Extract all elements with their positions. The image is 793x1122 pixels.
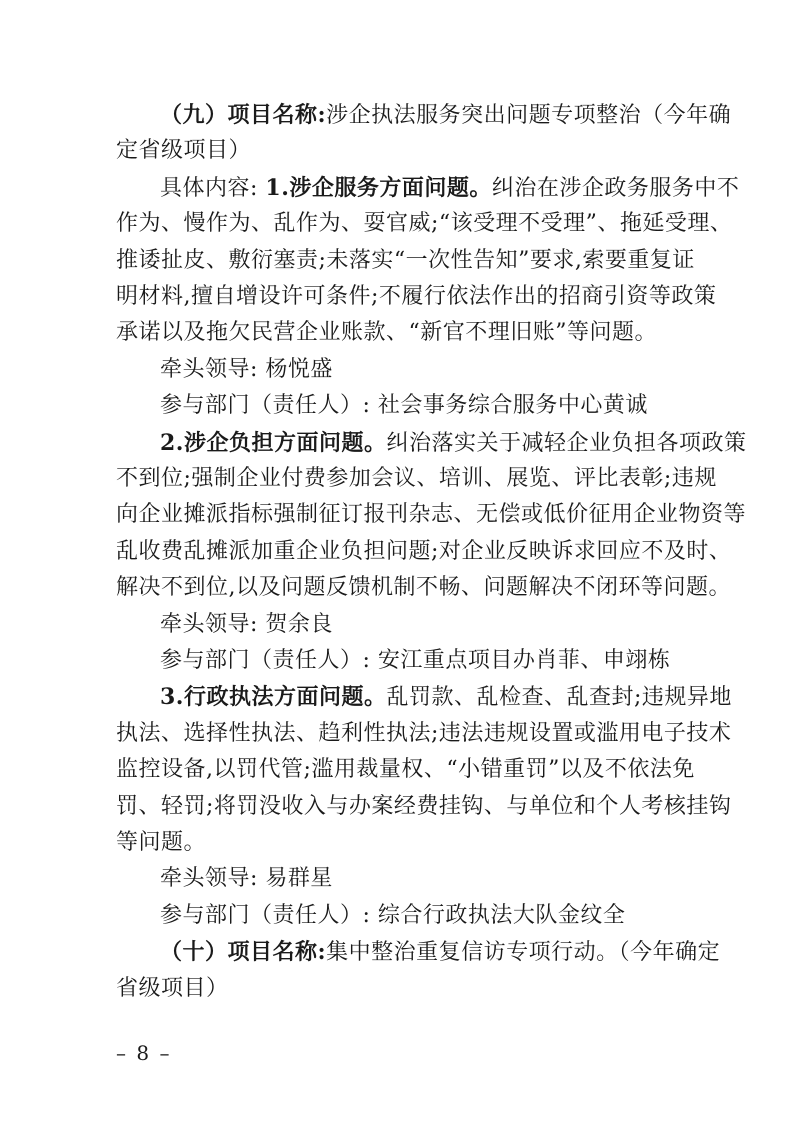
item-2-line: 解决不到位,以及问题反馈机制不畅、问题解决不闭环等问题。	[116, 575, 731, 600]
section-10-heading	[160, 937, 720, 968]
section-9-heading-cont: 定省级项目）	[116, 138, 252, 163]
item-3-line: 罚、轻罚;将罚没收入与办案经费挂钩、与单位和个人考核挂钩	[116, 794, 732, 819]
page-number: – 8 –	[116, 1041, 172, 1065]
item-1-dept: 参与部门（责任人）: 社会事务综合服务中心黄诚	[160, 393, 648, 418]
item-3-line: 等问题。	[116, 830, 207, 855]
item-1-line: 作为、慢作为、乱作为、耍官威;“该受理不受理”、拖延受理、	[116, 211, 733, 236]
item-2-line: 乱收费乱摊派加重企业负担问题;对企业反映诉求回应不及时、	[116, 539, 732, 564]
item-3-lead	[160, 682, 732, 713]
item-2-text: 纠治落实关于减轻企业负担各项政策	[386, 431, 747, 456]
item-2-leader: 牵头领导: 贺余良	[160, 612, 333, 637]
item-1-leader: 牵头领导: 杨悦盛	[160, 357, 333, 382]
item-2-lead	[160, 428, 747, 459]
item-3-dept: 参与部门（责任人）: 综合行政执法大队金纹全	[160, 903, 626, 928]
item-2-line: 向企业摊派指标强制征订报刊杂志、无偿或低价征用企业物资等	[116, 502, 747, 527]
content-prefix: 具体内容:	[160, 176, 266, 201]
item-3-text: 乱罚款、乱检查、乱查封;违规异地	[386, 685, 732, 710]
item-2-line: 不到位;强制企业付费参加会议、培训、展览、评比表彰;违规	[116, 466, 717, 491]
item-3-line: 执法、选择性执法、趋利性执法;违法违规设置或滥用电子技术	[116, 721, 732, 746]
item-1-text: 纠治在涉企政务服务中不	[491, 176, 740, 201]
section-10-label: （十）项目名称:	[160, 939, 327, 965]
item-2-title: 2.涉企负担方面问题。	[160, 430, 387, 456]
item-1-line: 明材料,擅自增设许可条件;不履行依法作出的招商引资等政策	[116, 284, 717, 309]
item-1-line: 承诺以及拖欠民营企业账款、“新官不理旧账”等问题。	[116, 320, 657, 345]
section-10-heading-cont: 省级项目）	[116, 976, 229, 1001]
item-1-lead	[160, 173, 740, 204]
item-1-title: 1.涉企服务方面问题。	[265, 175, 492, 201]
item-3-line: 监控设备,以罚代管;滥用裁量权、“小错重罚”以及不依法免	[116, 757, 695, 782]
item-2-dept: 参与部门（责任人）: 安江重点项目办肖菲、申翊栋	[160, 648, 671, 673]
section-9-label: （九）项目名称:	[160, 102, 327, 128]
item-1-line: 推诿扯皮、敷衍塞责;未落实“一次性告知”要求,索要重复证	[116, 248, 695, 273]
item-3-leader: 牵头领导: 易群星	[160, 866, 333, 891]
item-3-title: 3.行政执法方面问题。	[160, 684, 387, 710]
section-9-heading	[160, 100, 732, 131]
section-9-title: 涉企执法服务突出问题专项整治（今年确	[326, 103, 732, 128]
section-10-title: 集中整治重复信访专项行动。（今年确定	[326, 940, 721, 965]
